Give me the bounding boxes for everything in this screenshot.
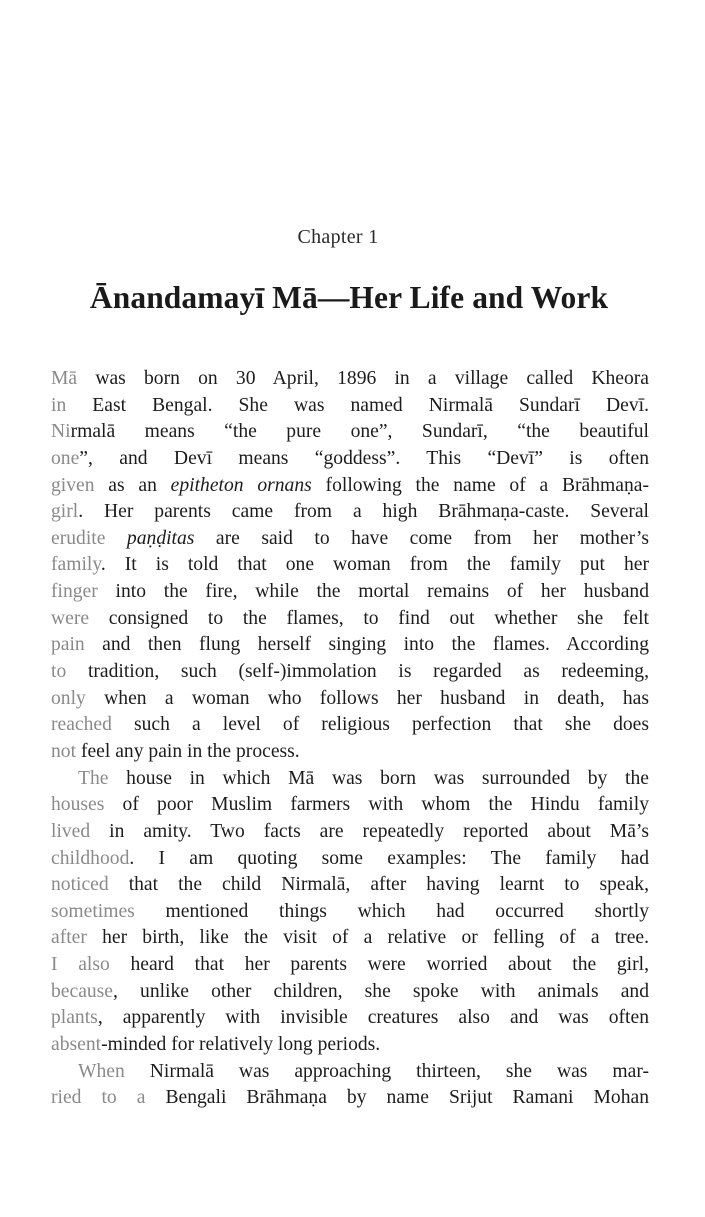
text-line: given as an epitheton ornans following the name of a Brāhmaṇa- (51, 474, 650, 496)
text-line: one”, and Devī means “goddess”. This “Devī” is often (51, 447, 649, 469)
faded-margin-text: ried to a (51, 1087, 146, 1109)
text-line: Mā was born on 30 April, 1896 in a village called Kheora (51, 368, 649, 389)
text-line: because, unlike other children, she spoke with animals and (51, 980, 649, 1002)
faded-margin-text: Ni (51, 421, 71, 443)
text-line: plants, apparently with invisible creatures also and was often (51, 1007, 649, 1029)
text-line: lived in amity. Two facts are repeatedly reported about Mā’s (51, 820, 649, 842)
text-line: noticed that the child Nirmalā, after having learnt to speak, (51, 874, 649, 896)
italic-term: epitheton ornans (170, 474, 312, 496)
text-line: childhood. I am quoting some examples: The family had (51, 847, 649, 869)
text-line: to tradition, such (self-)immolation is regarded as redeeming, (51, 661, 649, 683)
paragraph (51, 1059, 649, 1112)
faded-margin-text: were (51, 607, 90, 629)
text-line: absent-minded for relatively long periods. (51, 1034, 381, 1056)
faded-margin-text: only (51, 687, 86, 709)
faded-margin-text: one (51, 447, 80, 469)
faded-margin-text: The (78, 767, 109, 789)
text-line: Nirmalā means “the pure one”, Sundarī, “the beautiful (51, 421, 649, 443)
faded-margin-text: plants (51, 1007, 98, 1029)
paragraph (51, 766, 649, 1059)
italic-term: paṇḍitas (126, 527, 195, 549)
faded-margin-text: not (51, 740, 77, 762)
text-line: I also heard that her parents were worried about the girl, (51, 954, 649, 976)
faded-margin-text: pain (51, 634, 85, 656)
faded-margin-text: to (51, 661, 67, 683)
text-line: only when a woman who follows her husband in death, has (51, 687, 649, 709)
faded-margin-text: childhood (51, 847, 130, 869)
text-line: sometimes mentioned things which had occurred shortly (51, 900, 649, 922)
text-line: family. It is told that one woman from the family put her (51, 554, 649, 576)
text-line: pain and then flung herself singing into the flames. According (51, 634, 649, 656)
text-line: not feel any pain in the process. (51, 740, 300, 762)
text-line: in East Bengal. She was named Nirmalā Sundarī Devī. (51, 394, 649, 416)
faded-margin-text: houses (51, 794, 105, 816)
body-text (51, 366, 649, 1112)
faded-margin-text: sometimes (51, 900, 135, 922)
faded-margin-text: family (51, 554, 101, 576)
faded-margin-text: because (51, 980, 114, 1002)
text-line: houses of poor Muslim farmers with whom the Hindu family (51, 794, 649, 816)
text-line: after her birth, like the visit of a relative or felling of a tree. (51, 927, 649, 949)
text-line: were consigned to the flames, to find out whether she felt (51, 607, 649, 629)
text-line: ried to a Bengali Brāhmaṇa by name Srijut Ramani Mohan (51, 1087, 650, 1109)
text-line: finger into the fire, while the mortal remains of her husband (51, 581, 649, 603)
text-line: erudite paṇḍitas are said to have come from her mother’s (51, 527, 649, 549)
faded-margin-text: absent (51, 1034, 102, 1056)
faded-margin-text: I also (51, 954, 110, 976)
chapter-label: Chapter 1 (297, 226, 379, 248)
faded-margin-text: noticed (51, 874, 109, 896)
paragraph (51, 366, 649, 766)
faded-margin-text: after (51, 927, 87, 949)
text-line: reached such a level of religious perfection that she does (51, 714, 649, 736)
faded-margin-text: Mā (51, 368, 78, 389)
faded-margin-text: in (51, 394, 67, 416)
faded-margin-text: When (78, 1060, 125, 1082)
text-line: The house in which Mā was born was surrounded by the (78, 767, 649, 789)
faded-margin-text: finger (51, 581, 98, 603)
faded-margin-text: erudite (51, 527, 106, 549)
faded-margin-text: given (51, 474, 95, 496)
faded-margin-text: lived (51, 820, 91, 842)
faded-margin-text: reached (51, 714, 112, 736)
text-line: When Nirmalā was approaching thirteen, she was mar- (78, 1060, 649, 1082)
chapter-title: Ānandamayī Mā—Her Life and Work (89, 280, 609, 315)
faded-margin-text: girl (51, 501, 79, 523)
text-line: girl. Her parents came from a high Brāhmaṇa-caste. Several (51, 501, 649, 523)
